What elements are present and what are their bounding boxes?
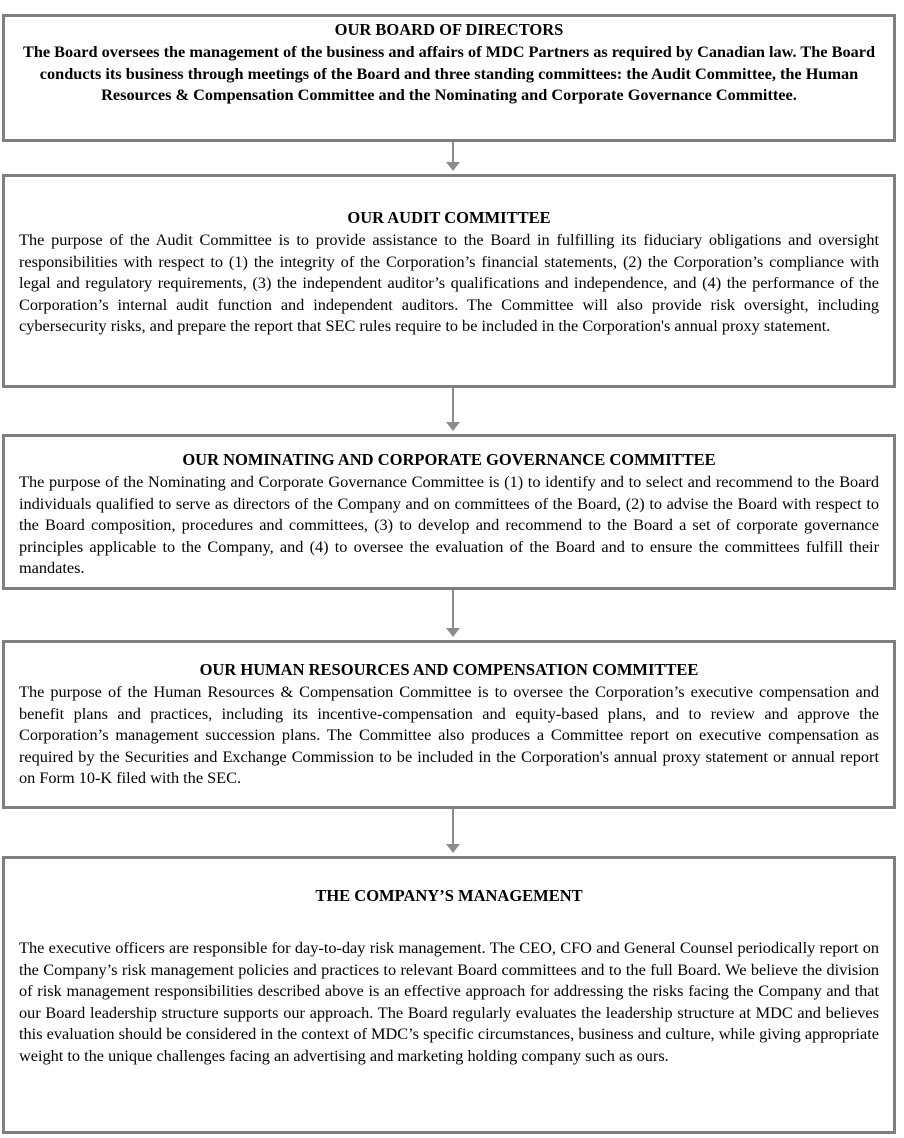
down-arrow-icon	[446, 809, 460, 854]
board-text: The Board oversees the management of the business and affairs of MDC Partners as required by Canadian law. The Board conducts its business through meetings of the Board and three standing committees: the Audit Committee, the Human Resources & Compensation Committee and the Nominating and Corporate Governance Committee.	[22, 42, 876, 105]
nominating-text: The purpose of the Nominating and Corporate Governance Committee is (1) to identify and to select and recommend to the Board individuals qualified to serve as directors of the Company and on committees of the Board, (2) to advise the Board with respect to the Board composition, procedures and committees, (3) to develop and recommend to the Board a set of corporate governance principles applicable to the Company, and (4) to oversee the evaluation of the Board and to ensure the committees fulfill their mandates.	[19, 472, 879, 578]
nominating-committee-box	[2, 434, 896, 590]
management-text: The executive officers are responsible for day-to-day risk management. The CEO, CFO and General Counsel periodically report on the Company’s risk management policies and practices to relevant Board committees and to the full Board. We believe the division of risk management responsibilities described above is an effective approach for addressing the risks facing the Company and that our Board leadership structure supports our approach. The Board regularly evaluates the leadership structure at MDC and believes this evaluation should be considered in the context of MDC’s specific circumstances, business and culture, while giving appropriate weight to the unique challenges facing an advertising and marketing holding company such as ours.	[19, 938, 879, 1065]
hr-compensation-committee-box	[2, 640, 896, 809]
nominating-title: OUR NOMINATING AND CORPORATE GOVERNANCE COMMITTEE	[182, 450, 716, 469]
hr-text: The purpose of the Human Resources & Compensation Committee is to oversee the Corporation’s executive compensation and benefit plans and practices, including its incentive-compensation and equity-based plans, and to review and approve the Corporation’s management succession plans. The Committee also produces a Committee report on executive compensation as required by the Securities and Exchange Commission to be included in the Corporation's annual proxy statement or annual report on Form 10-K filed with the SEC.	[19, 682, 879, 788]
audit-committee-box	[2, 174, 896, 388]
down-arrow-icon	[446, 590, 460, 638]
board-title: OUR BOARD OF DIRECTORS	[334, 20, 564, 39]
board-of-directors-box	[2, 14, 896, 142]
company-management-box	[2, 856, 896, 1134]
audit-title: OUR AUDIT COMMITTEE	[347, 208, 551, 227]
audit-text: The purpose of the Audit Committee is to provide assistance to the Board in fulfilling its fiduciary obligations and oversight responsibilities with respect to (1) the integrity of the Corporation’s financial statements, (2) the Corporation’s compliance with legal and regulatory requirements, (3) the independent auditor’s qualifications and independence, and (4) the performance of the Corporation’s internal audit function and independent auditors. The Committee will also provide risk oversight, including cybersecurity risks, and prepare the report that SEC rules require to be included in the Corporation's annual proxy statement.	[19, 230, 879, 336]
management-title: THE COMPANY’S MANAGEMENT	[315, 886, 583, 905]
hr-title: OUR HUMAN RESOURCES AND COMPENSATION COMMITTEE	[199, 660, 699, 679]
down-arrow-icon	[446, 142, 460, 172]
down-arrow-icon	[446, 388, 460, 432]
